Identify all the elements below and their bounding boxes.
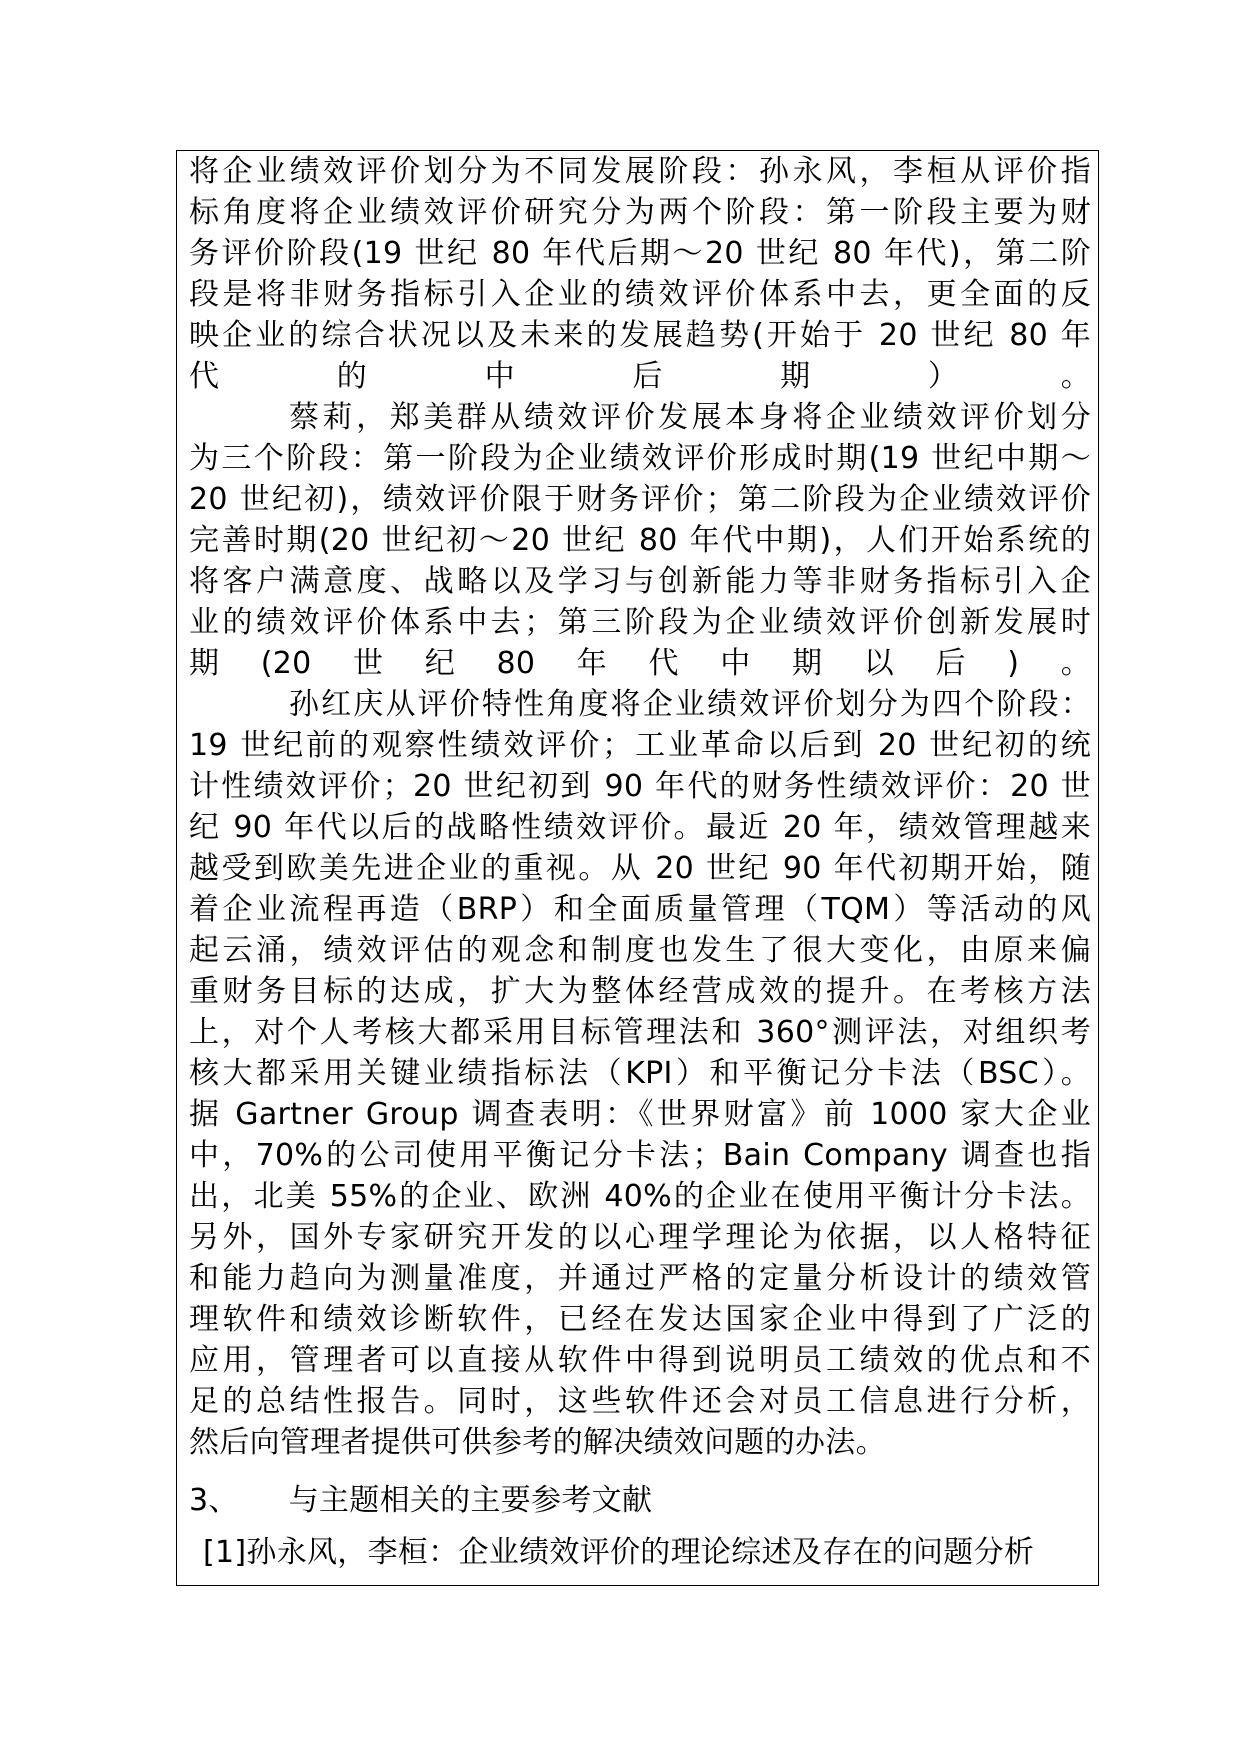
text-line: 20 世纪初)，绩效评价限于财务评价；第二阶段为企业绩效评价 <box>189 482 1091 517</box>
text-line: 标角度将企业绩效评价研究分为两个阶段：第一阶段主要为财 <box>189 195 1091 230</box>
text-line: 计性绩效评价；20 世纪初到 90 年代的财务性绩效评价：20 世 <box>189 769 1091 804</box>
text-line: 起云涌，绩效评估的观念和制度也发生了很大变化，由原来偏 <box>189 933 1091 968</box>
text-line: 期 (20 世 纪 80 年 代 中 期 以 后 ) 。 <box>189 646 1091 681</box>
text-line: 上，对个人考核大都采用目标管理法和 360°测评法，对组织考 <box>189 1015 1091 1050</box>
text-line: 据 Gartner Group 调查表明：《世界财富》前 1000 家大企业 <box>189 1097 1091 1132</box>
text-line: 理软件和绩效诊断软件，已经在发达国家企业中得到了广泛的 <box>189 1302 1091 1337</box>
section-title: 与主题相关的主要参考文献 <box>288 1483 653 1518</box>
section-number: 3、 <box>189 1483 239 1518</box>
text-line: 完善时期(20 世纪初～20 世纪 80 年代中期)，人们开始系统的 <box>189 523 1091 558</box>
section-heading <box>189 1480 1091 1521</box>
text-line: 19 世纪前的观察性绩效评价；工业革命以后到 20 世纪初的统 <box>189 728 1091 763</box>
text-line: 另外，国外专家研究开发的以心理学理论为依据，以人格特征 <box>189 1220 1091 1255</box>
text-line: 孙红庆从评价特性角度将企业绩效评价划分为四个阶段： <box>289 687 1091 722</box>
text-line: 足的总结性报告。同时，这些软件还会对员工信息进行分析， <box>189 1384 1091 1419</box>
text-line: 段是将非财务指标引入企业的绩效评价体系中去，更全面的反 <box>189 277 1091 312</box>
text-line: 务评价阶段(19 世纪 80 年代后期～20 世纪 80 年代)，第二阶 <box>189 236 1091 271</box>
text-line: 将企业绩效评价划分为不同发展阶段：孙永风，李桓从评价指 <box>189 154 1091 189</box>
text-line: 越受到欧美先进企业的重视。从 20 世纪 90 年代初期开始，随 <box>189 851 1091 886</box>
text-line: 着企业流程再造（BRP）和全面质量管理（TQM）等活动的风 <box>189 892 1091 927</box>
reference-item: [1]孙永风，李桓：企业绩效评价的理论综述及存在的问题分析 <box>203 1535 1035 1570</box>
text-line: 纪 90 年代以后的战略性绩效评价。最近 20 年，绩效管理越来 <box>189 810 1091 845</box>
text-line: 蔡莉，郑美群从绩效评价发展本身将企业绩效评价划分 <box>289 400 1091 435</box>
text-line: 然后向管理者提供可供参考的解决绩效问题的办法。 <box>189 1425 886 1460</box>
text-line: 代 的 中 后 期 ） 。 <box>189 359 1091 394</box>
text-line: 出，北美 55%的企业、欧洲 40%的企业在使用平衡计分卡法。 <box>189 1179 1091 1214</box>
text-line: 重财务目标的达成，扩大为整体经营成效的提升。在考核方法 <box>189 974 1091 1009</box>
text-line: 核大都采用关键业绩指标法（KPI）和平衡记分卡法（BSC）。 <box>189 1056 1091 1091</box>
text-line: 将客户满意度、战略以及学习与创新能力等非财务指标引入企 <box>189 564 1091 599</box>
text-line: 为三个阶段：第一阶段为企业绩效评价形成时期(19 世纪中期～ <box>189 441 1091 476</box>
text-line: 中，70%的公司使用平衡记分卡法；Bain Company 调查也指 <box>189 1138 1091 1173</box>
text-line: 业的绩效评价体系中去；第三阶段为企业绩效评价创新发展时 <box>189 605 1091 640</box>
text-line: 应用，管理者可以直接从软件中得到说明员工绩效的优点和不 <box>189 1343 1091 1378</box>
text-line: 映企业的综合状况以及未来的发展趋势(开始于 20 世纪 80 年 <box>189 318 1091 353</box>
text-line: 和能力趋向为测量准度，并通过严格的定量分析设计的绩效管 <box>189 1261 1091 1296</box>
